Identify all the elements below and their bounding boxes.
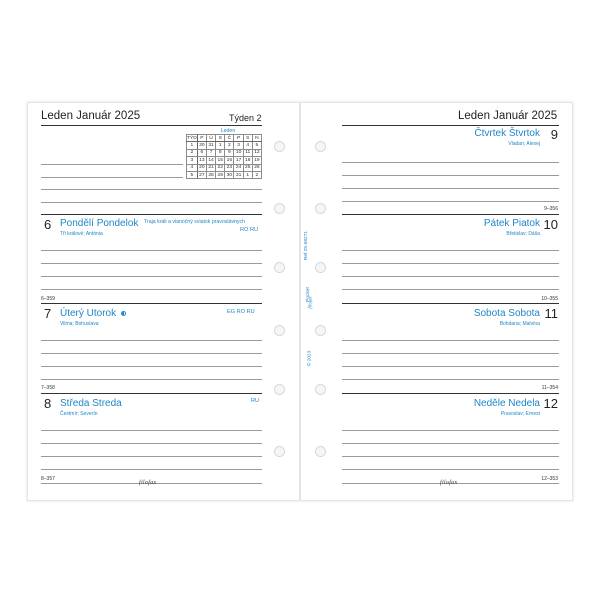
ring-hole [274, 262, 285, 273]
cal-header-cell: P [234, 135, 243, 142]
day-separator [342, 214, 559, 215]
cal-header-cell: S [243, 135, 252, 142]
name-days: Bohdana; Malvína [499, 321, 540, 327]
name-days: Vilma; Bohuslava [60, 321, 99, 327]
cal-cell: 12 [254, 150, 260, 156]
cal-cell: 28 [208, 172, 214, 178]
note-line [342, 263, 559, 264]
cal-cell: 21 [208, 165, 214, 171]
note-line [41, 202, 262, 203]
day-name: Sobota Sobota [473, 308, 540, 319]
cal-cell: 25 [245, 165, 251, 171]
day-number: 11 [544, 306, 558, 321]
note-line [342, 340, 559, 341]
cal-cell: 5 [187, 171, 198, 178]
note-line [342, 379, 559, 380]
left-header-rule [41, 125, 262, 126]
name-days: Pravoslav; Ernest [500, 411, 540, 417]
gutter-brand: filofax [308, 296, 314, 309]
day-number: 9 [550, 127, 558, 142]
ring-hole [274, 325, 285, 336]
gutter-ref: Ref 25-68271 [304, 230, 310, 261]
note-line [41, 430, 262, 431]
cal-cell: 4 [243, 142, 252, 149]
note-line [342, 469, 559, 470]
note-line [342, 162, 559, 163]
country-codes: EG RO RU [227, 309, 255, 315]
cal-cell: 31 [235, 172, 242, 178]
day-of-year: 12–353 [541, 476, 558, 482]
cal-cell: 20 [199, 165, 205, 171]
page-gutter [299, 103, 301, 500]
day-name: Čtvrtek Štvrtok [474, 128, 540, 139]
note-line [342, 353, 559, 354]
country-codes: RU [251, 398, 260, 404]
cal-cell: 18 [245, 157, 251, 163]
cal-header-cell: P [197, 135, 206, 142]
note-line [41, 379, 262, 380]
day-number: 7 [44, 306, 52, 321]
note-line [41, 177, 183, 178]
name-days: Břetislav; Dáša [506, 231, 540, 237]
note-line [41, 263, 262, 264]
cal-cell: 19 [254, 157, 260, 163]
day-name: Pátek Piatok [483, 218, 540, 229]
cal-cell: 31 [208, 143, 214, 149]
ring-hole [274, 384, 285, 395]
note-line [342, 276, 559, 277]
cal-cell: 6 [197, 149, 206, 156]
day-number: 10 [543, 217, 558, 232]
week-label: Týden 2 [229, 113, 262, 123]
note-line [342, 289, 559, 290]
cal-cell: 26 [254, 165, 260, 171]
cal-cell: 30 [226, 172, 233, 178]
cal-cell: 2 [225, 142, 234, 149]
cal-cell: 3 [187, 157, 198, 164]
cal-header-cell: TÝD [187, 135, 197, 141]
left-month-title: Leden Január 2025 [41, 110, 141, 122]
ring-hole [315, 446, 326, 457]
cal-cell: 29 [217, 172, 223, 178]
day-separator [342, 393, 559, 394]
note-line [41, 189, 262, 190]
day-name: Úterý Utorok [60, 308, 117, 319]
note-line [342, 443, 559, 444]
note-line [342, 250, 559, 251]
day-of-year: 11–354 [541, 385, 558, 391]
cal-cell: 23 [226, 165, 233, 171]
cal-cell: 5 [252, 142, 261, 149]
note-line [41, 276, 262, 277]
cal-cell: 8 [216, 149, 225, 156]
holiday-note: Traja králi a vianočný sviatok pravoslávnych [144, 219, 246, 225]
note-line [342, 430, 559, 431]
cal-cell: 1 [216, 142, 225, 149]
day-of-year: 7–358 [41, 385, 55, 391]
brand-logo: filofax [139, 480, 157, 486]
cal-header-cell: Č [225, 135, 234, 142]
cal-cell: 9 [225, 149, 234, 156]
cal-cell: 30 [199, 143, 205, 149]
cal-cell: 22 [217, 165, 223, 171]
name-days: Čestmír; Severín [60, 411, 98, 417]
day-separator [342, 303, 559, 304]
cal-cell: 3 [234, 142, 243, 149]
gutter-pocket: Pocket [305, 287, 311, 302]
note-line [41, 469, 262, 470]
cal-header-cell: N [252, 135, 261, 142]
ring-hole [315, 141, 326, 152]
cal-cell: 10 [235, 150, 242, 156]
note-line [41, 289, 262, 290]
note-line [342, 456, 559, 457]
ring-hole [274, 141, 285, 152]
ring-hole [315, 325, 326, 336]
country-codes: RO RU [240, 227, 259, 233]
note-line [41, 353, 262, 354]
note-line [342, 175, 559, 176]
cal-cell: 2 [252, 171, 261, 178]
cal-cell: 7 [206, 149, 215, 156]
note-line [41, 164, 183, 165]
note-line [41, 443, 262, 444]
cal-cell: 11 [243, 149, 252, 156]
cal-cell: 15 [217, 157, 223, 163]
ring-hole [274, 203, 285, 214]
cal-cell: 13 [199, 157, 205, 163]
day-name: Neděle Nedela [473, 398, 540, 409]
day-name: Středa Streda [60, 398, 122, 409]
cal-header-cell: Ú [206, 135, 215, 142]
brand-logo: filofax [440, 480, 458, 486]
day-of-year: 10–355 [541, 296, 558, 302]
cal-cell: 2 [187, 149, 198, 156]
note-line [41, 456, 262, 457]
name-days: Vladan; Alexej [508, 141, 540, 147]
day-of-year: 9–356 [544, 206, 558, 212]
day-separator [41, 393, 262, 394]
cal-cell: 27 [199, 172, 205, 178]
cal-cell: 16 [226, 157, 233, 163]
right-month-title: Leden Január 2025 [458, 110, 558, 122]
day-number: 12 [543, 396, 558, 411]
ring-hole [315, 384, 326, 395]
day-of-year: 6–359 [41, 296, 55, 302]
cal-cell: 14 [208, 157, 214, 163]
name-days: Tři králové; Antónia [60, 231, 103, 237]
mini-calendar-title: Leden [220, 128, 236, 134]
note-line [41, 250, 262, 251]
day-separator [41, 214, 262, 215]
note-line [41, 366, 262, 367]
cal-cell: 24 [235, 165, 242, 171]
day-separator [41, 303, 262, 304]
note-line [342, 188, 559, 189]
cal-cell: 17 [235, 157, 242, 163]
day-name: Pondělí Pondelok [60, 218, 139, 229]
mini-calendar [186, 128, 262, 179]
cal-cell: 1 [243, 171, 252, 178]
note-line [342, 366, 559, 367]
note-line [342, 201, 559, 202]
moon-phase-icon [121, 311, 126, 316]
ring-hole [315, 203, 326, 214]
day-number: 8 [44, 396, 52, 411]
ring-hole [315, 262, 326, 273]
gutter-copyright: © 2023 [307, 350, 313, 367]
right-header-rule [342, 125, 559, 126]
day-number: 6 [44, 217, 52, 232]
ring-hole [274, 446, 285, 457]
day-of-year: 8–357 [41, 476, 55, 482]
cal-cell: 4 [187, 164, 198, 171]
note-line [41, 340, 262, 341]
cal-cell: 1 [187, 142, 198, 149]
mini-calendar-grid [186, 134, 262, 179]
cal-header-cell: S [216, 135, 225, 142]
